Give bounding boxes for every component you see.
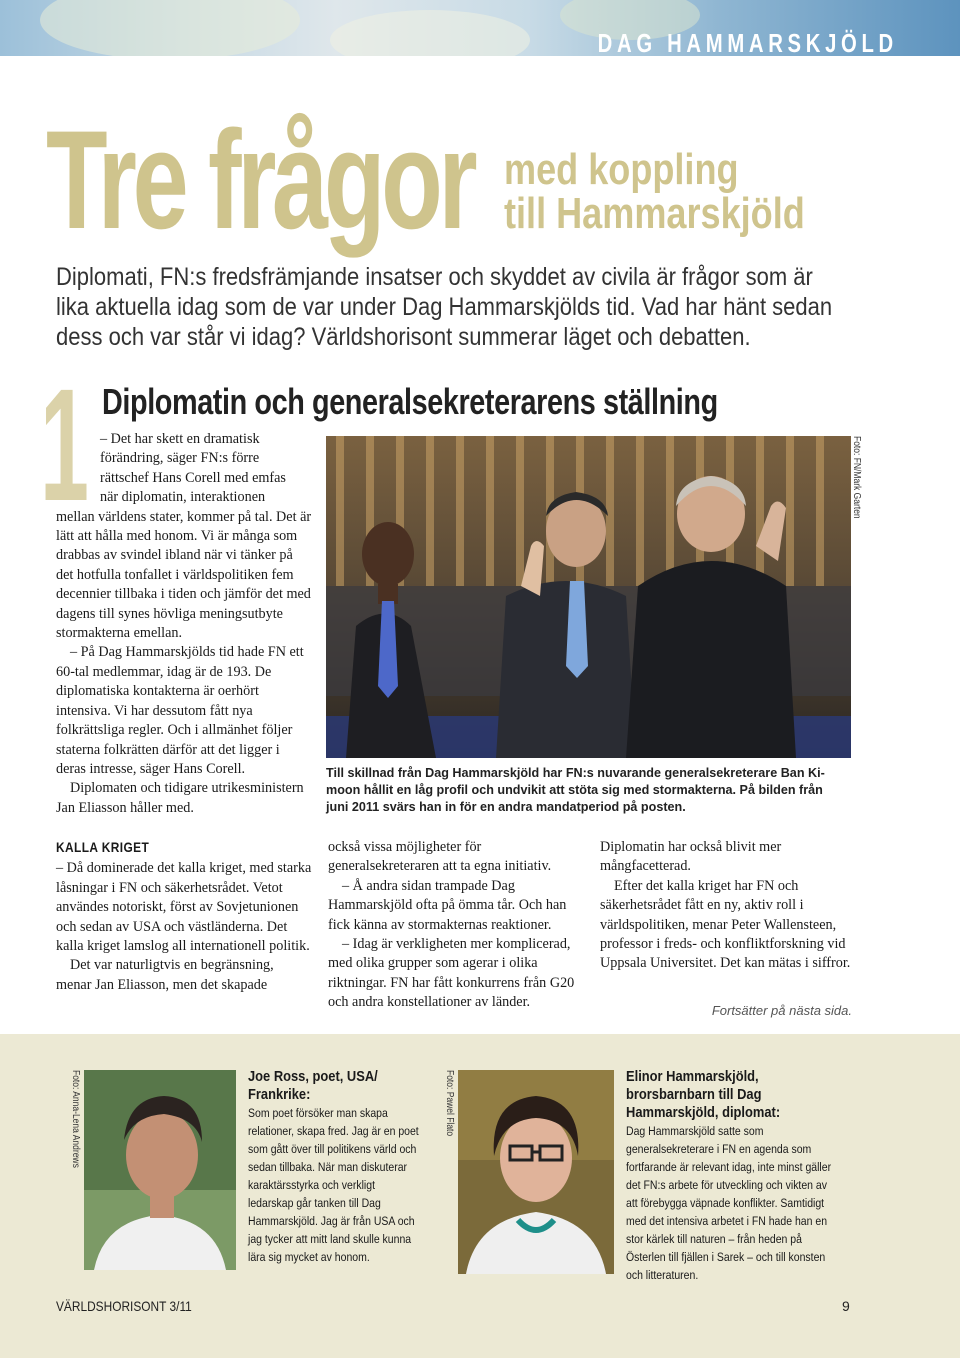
paragraph: också vissa möjligheter för generalsekreteraren att ta egna initiativ.: [328, 839, 552, 875]
subtitle-line-1: med koppling: [504, 145, 739, 194]
subtitle-line-2: till Hammarskjöld: [504, 189, 805, 238]
article-column-1: [56, 430, 312, 818]
lead-lines: [56, 430, 312, 508]
lead-line: rättschef Hans Corell med emfas: [100, 469, 286, 486]
intro-paragraph: Diplomati, FN:s fredsfrämjande insatser och skyddet av civila är frågor som är lika aktuella idag som de var under Dag Hammarskjölds tid. Vad har hänt sedan dess och var står vi idag? Världshorisont summerar läget och debatten.: [56, 263, 833, 351]
lead-line: – Det har skett en dramatisk: [100, 431, 260, 447]
page-number: 9: [842, 1298, 850, 1314]
portrait-illustration: [84, 1070, 236, 1270]
article-column-a: [56, 838, 312, 995]
running-title: DAG HAMMARSKJÖLD: [597, 28, 898, 58]
paragraph: Diplomatin har också blivit mer mångfacetterad.: [600, 839, 782, 875]
photo-credit: Foto: FN/Mark Garten: [851, 436, 862, 519]
quote-text: Som poet försöker man skapa relationer, skapa fred. Jag är en poet som gått över till politikens värld och sedan tillbaka. När man diskuterar karaktärsstyrka och verkligt ledarskap går tanken till Dag Hammarskjöld. Jag är från USA och jag tycker att mitt land skulle kunna lära sig mycket av honom.: [248, 1106, 419, 1264]
article-column-b: [328, 838, 584, 1013]
swearing-in-photo-illustration: [326, 436, 851, 758]
section-heading: Diplomatin och generalsekreterarens ställning: [102, 381, 718, 422]
paragraph: Det var naturligtvis en begränsning, menar Jan Eliasson, men det skapade: [56, 957, 274, 993]
quote-author: Elinor Hammarskjöld, brorsbarnbarn till Dag Hammarskjöld, diplomat:: [626, 1068, 781, 1121]
main-photo: [326, 436, 851, 758]
photo-credit: Foto: Pawel Flato: [444, 1070, 455, 1137]
magazine-issue: VÄRLDSHORISONT 3/11: [56, 1298, 192, 1314]
section-number: 1: [40, 355, 89, 534]
portrait-illustration: [458, 1070, 614, 1274]
subheading: KALLA KRIGET: [56, 839, 150, 855]
paragraph: Diplomaten och tidigare utrikesministern Jan Eliasson håller med.: [56, 780, 304, 816]
paragraph: – På Dag Hammarskjölds tid hade FN ett 60-tal medlemmar, idag är de 193. De diplomatiska kontakterna är oerhört intensiva. Vi har dessutom fått nya folkrättsliga regler. Och i allmänhet följer staterna folkrätten därför att det ligger i deras intresse, säger Hans Corell.: [56, 644, 304, 777]
lead-line: när diplomatin, interaktionen: [100, 489, 266, 506]
article-column-c: [600, 838, 856, 974]
paragraph: – Å andra sidan trampade Dag Hammarskjöld ofta på ömma tår. Och han fick känna av stormakternas reaktioner.: [328, 877, 567, 933]
quote-author: Joe Ross, poet, USA/ Frankrike:: [248, 1068, 378, 1103]
quote-text: Dag Hammarskjöld satte som generalsekreterare i FN en agenda som fortfarande är relevant idag, inte minst gäller det FN:s arbete för utveckling och vikten av att förebygga väpnade konflikter. Samtidigt med det intensiva arbetet i FN hade han en stor kärlek till naturen – från heden på Österlen till fjällen i Sarek – och till konsten och litteraturen.: [626, 1124, 832, 1282]
paragraph: Efter det kalla kriget har FN och säkerhetsrådet fått en ny, aktiv roll i världspolitiken, menar Peter Wallensteen, professor i freds- och konfliktforskning vid Uppsala Universitet. Det kan mätas i siffror.: [600, 877, 851, 972]
photo-caption: Till skillnad från Dag Hammarskjöld har FN:s nuvarande generalsekreterare Ban Ki-moon hållit en låg profil och undvikit att stöta sig med stormakterna. På bilden från juni 2011 svärs han in för en andra mandatperiod på posten.: [326, 766, 825, 814]
lead-line: förändring, säger FN:s förre: [100, 450, 260, 467]
page-title: Tre frågor: [46, 101, 474, 258]
paragraph: – Då dominerade det kalla kriget, med starka låsningar i FN och säkerhetsrådet. Vetot användes notoriskt, först av Sovjetunionen och sedan av USA och västländerna. Det kalla kriget lamslog all internationell politik.: [56, 860, 312, 955]
joe-ross-quote: [248, 1068, 420, 1266]
elinor-hammarskjold-quote: [626, 1068, 841, 1284]
joe-ross-photo: [84, 1070, 236, 1270]
elinor-hammarskjold-photo: [458, 1070, 614, 1274]
paragraph: mellan världens stater, kommer på tal. Det är lätt att hålla med honom. Vi är många som drabbas av svindel ibland när vi tänker på det hotfulla tonfallet i världspolitiken fem decennier tillbaka i tiden och jämför det med dagens till synes hövliga meningsutbyte stormakterna emellan.: [56, 508, 312, 642]
photo-credit: Foto: Anna-Lena Andrews: [70, 1070, 81, 1168]
continues-note: Fortsätter på nästa sida.: [711, 1003, 852, 1018]
paragraph: – Idag är verkligheten mer komplicerad, med olika grupper som agerar i olika riktningar. FN har fått konkurrens från G20 och andra konstellationer av länder.: [328, 936, 575, 1011]
page-subtitle: [504, 145, 805, 238]
